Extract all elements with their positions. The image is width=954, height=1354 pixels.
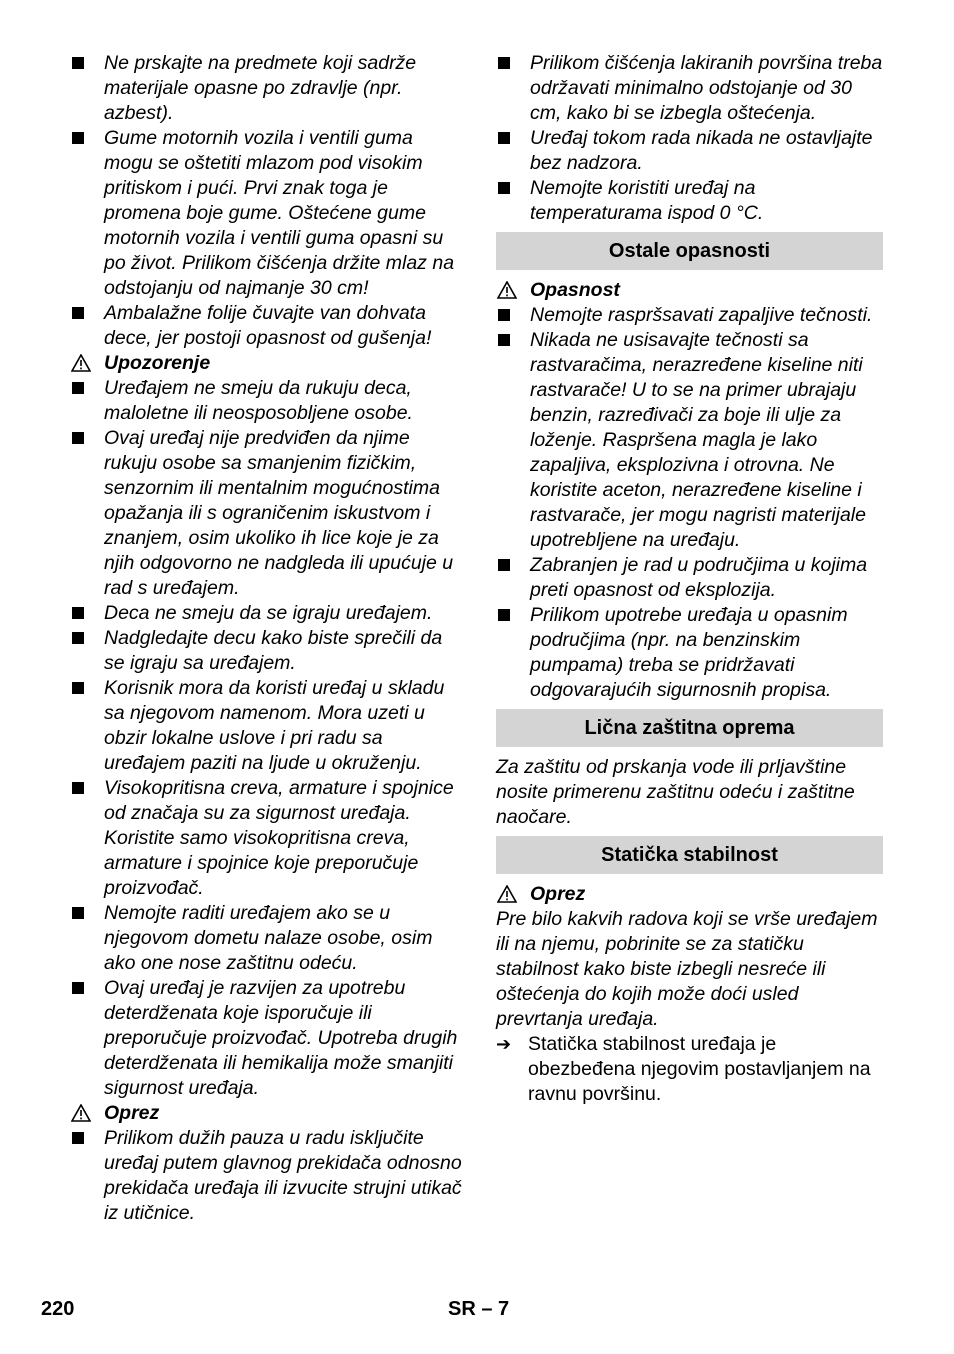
bullet-square-icon bbox=[70, 601, 104, 626]
list-item: Uređaj tokom rada nikada ne ostavljajte bez nadzora. bbox=[496, 126, 883, 176]
bullet-square-icon bbox=[70, 376, 104, 401]
bullet-square-icon bbox=[496, 126, 530, 151]
right-bullets-top bbox=[496, 51, 883, 226]
left-bullets-warning bbox=[70, 376, 462, 1101]
right-column bbox=[496, 51, 883, 1107]
bullet-square-icon bbox=[70, 901, 104, 926]
bullet-square-icon bbox=[70, 776, 104, 801]
list-item: Nemojte koristiti uređaj na temperaturama ispod 0 °C. bbox=[496, 176, 883, 226]
bullet-square-icon bbox=[70, 976, 104, 1001]
list-item: Ne prskajte na predmete koji sadrže materijale opasne po zdravlje (npr. azbest). bbox=[70, 51, 462, 126]
left-column bbox=[70, 51, 462, 1226]
list-item: Gume motornih vozila i ventili guma mogu se oštetiti mlazom pod visokim pritiskom i pući. Prvi znak toga je promena boje gume. Oštećene gume motornih vozila i ventili guma opasni su po život. Prilikom čišćenja držite mlaz na odstojanju od najmanje 30 cm! bbox=[70, 126, 462, 301]
list-item: Ovaj uređaj je razvijen za upotrebu deterdženata koje isporučuje ili preporučuje proizvođač. Upotreba drugih deterdženata ili hemikalija može smanjiti sigurnost uređaja. bbox=[70, 976, 462, 1101]
bullet-square-icon bbox=[70, 1126, 104, 1151]
bullet-square-icon bbox=[496, 303, 530, 328]
list-item: Nadgledajte decu kako biste sprečili da se igraju sa uređajem. bbox=[70, 626, 462, 676]
section-heading-stability: Statička stabilnost bbox=[496, 836, 883, 874]
section-heading-ppe: Lična zaštitna oprema bbox=[496, 709, 883, 747]
stability-caution-label: Oprez bbox=[496, 882, 883, 907]
list-item: Korisnik mora da koristi uređaj u skladu sa njegovom namenom. Mora uzeti u obzir lokalne uslove i pri radu sa uređajem paziti na ljude u okruženju. bbox=[70, 676, 462, 776]
list-item: Nemojte raspršsavati zapaljive tečnosti. bbox=[496, 303, 883, 328]
section-heading-other-hazards: Ostale opasnosti bbox=[496, 232, 883, 270]
list-item: Nikada ne usisavajte tečnosti sa rastvaračima, nerazređene kiseline niti rastvarače! U to se na primer ubrajaju benzin, razređivači za boje ili ulje za loženje. Raspršena magla je lako zapaljiva, eksplozivna i otrovna. Ne koristite aceton, nerazređene kiseline i rastvarače, jer mogu nagristi materijale upotrebljene na uređaju. bbox=[496, 328, 883, 553]
bullet-square-icon bbox=[496, 328, 530, 353]
warning-triangle-icon bbox=[70, 351, 104, 376]
warning-label: Upozorenje bbox=[70, 351, 462, 376]
bullet-square-icon bbox=[496, 176, 530, 201]
danger-label: Opasnost bbox=[496, 278, 883, 303]
list-item: Prilikom dužih pauza u radu isključite uređaj putem glavnog prekidača odnosno prekidača uređaja ili izvucite strujni utikač iz utičnice. bbox=[70, 1126, 462, 1226]
warning-triangle-icon bbox=[496, 278, 530, 303]
bullet-square-icon bbox=[70, 676, 104, 701]
list-item: Uređajem ne smeju da rukuju deca, maloletne ili neosposobljene osobe. bbox=[70, 376, 462, 426]
warning-triangle-icon bbox=[496, 882, 530, 907]
bullet-square-icon bbox=[70, 126, 104, 151]
right-bullets-danger bbox=[496, 303, 883, 703]
bullet-square-icon bbox=[496, 603, 530, 628]
list-item: Prilikom čišćenja lakiranih površina treba održavati minimalno odstojanje od 30 cm, kako bi se izbegla oštećenja. bbox=[496, 51, 883, 126]
caution-label: Oprez bbox=[70, 1101, 462, 1126]
bullet-square-icon bbox=[70, 301, 104, 326]
stability-paragraph: Pre bilo kakvih radova koji se vrše uređajem ili na njemu, pobrinite se za statičku stabilnost kako biste izbegli nesreće ili oštećenja do kojih može doći usled prevrtanja uređaja. bbox=[496, 908, 878, 1030]
ppe-paragraph: Za zaštitu od prskanja vode ili prljavštine nosite primerenu zaštitnu odeću i zaštitne naočare. bbox=[496, 756, 855, 828]
warning-triangle-icon bbox=[70, 1101, 104, 1126]
bullet-square-icon bbox=[70, 426, 104, 451]
list-item: Ovaj uređaj nije predviđen da njime rukuju osobe sa smanjenim fizičkim, senzornim ili mentalnim mogućnostima opažanja ili s ograničenim iskustvom i znanjem, osim ukoliko ih lice koje je za njih odgovorno ne nadgleda ili upućuje u rad s uređajem. bbox=[70, 426, 462, 601]
bullet-square-icon bbox=[70, 626, 104, 651]
section-marker: SR – 7 bbox=[448, 1298, 510, 1320]
left-bullets-top bbox=[70, 51, 462, 351]
bullet-square-icon bbox=[496, 51, 530, 76]
bullet-square-icon bbox=[70, 51, 104, 76]
list-item: Prilikom upotrebe uređaja u opasnim područjima (npr. na benzinskim pumpama) treba se pridržavati odgovarajućih sigurnosnih propisa. bbox=[496, 603, 883, 703]
list-item: Visokopritisna creva, armature i spojnice od značaja su za sigurnost uređaja. Koristite samo visokopritisna creva, armature i spojnice koje preporučuje proizvođač. bbox=[70, 776, 462, 901]
arrow-right-icon: ➔ bbox=[496, 1034, 512, 1054]
list-item: Zabranjen je rad u područjima u kojima preti opasnost od eksplozija. bbox=[496, 553, 883, 603]
list-item: Nemojte raditi uređajem ako se u njegovom dometu nalaze osobe, osim ako one nose zaštitnu odeću. bbox=[70, 901, 462, 976]
list-item: Deca ne smeju da se igraju uređajem. bbox=[70, 601, 462, 626]
page-number: 220 bbox=[41, 1298, 75, 1320]
left-bullets-caution bbox=[70, 1126, 462, 1226]
list-item: Ambalažne folije čuvajte van dohvata dece, jer postoji opasnost od gušenja! bbox=[70, 301, 462, 351]
bullet-square-icon bbox=[496, 553, 530, 578]
result-item: ➔ Statička stabilnost uređaja je obezbeđena njegovim postavljanjem na ravnu površinu. bbox=[496, 1033, 871, 1105]
